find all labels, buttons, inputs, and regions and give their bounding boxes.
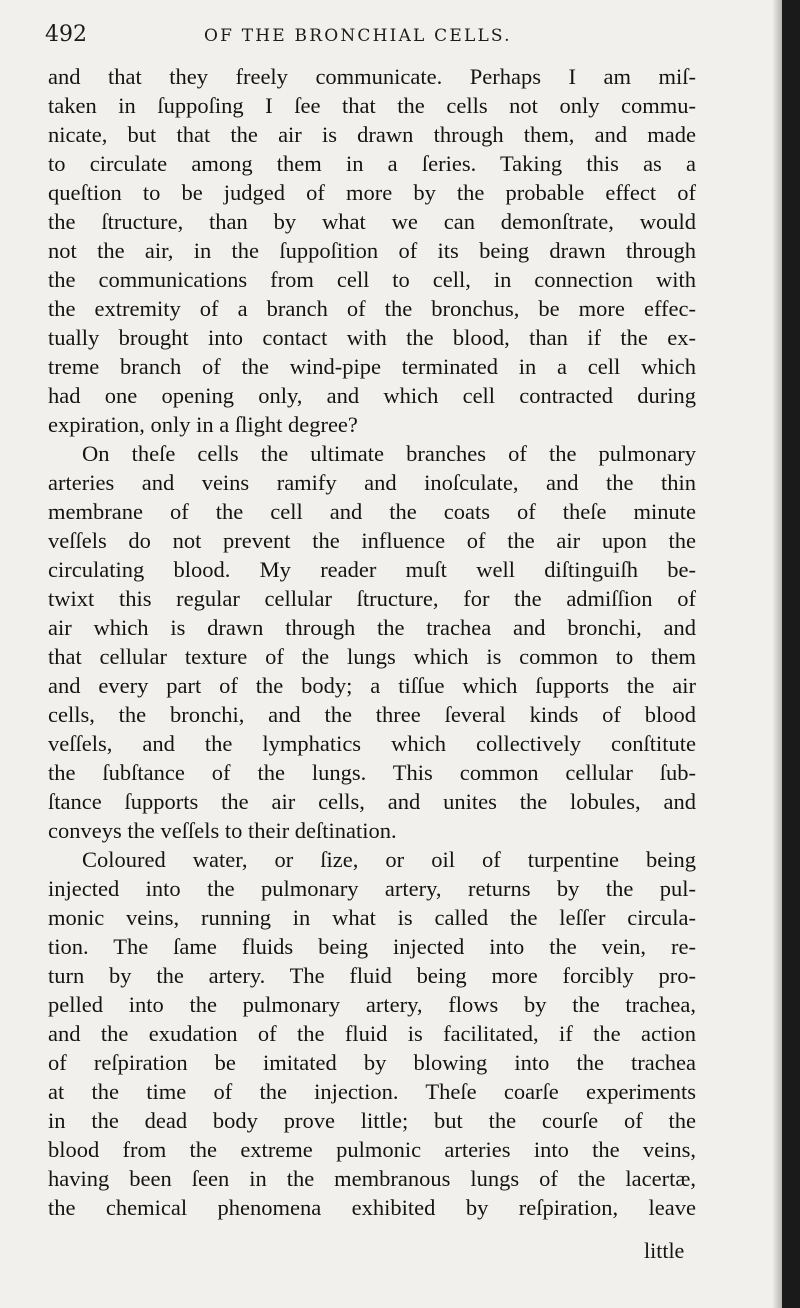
- text-line: turn by the artery. The fluid being more forcibly pro-: [48, 963, 696, 988]
- text-line: the communications from cell to cell, in connection with: [48, 267, 696, 292]
- text-line: not the air, in the ſuppoſition of its being drawn through: [48, 238, 696, 263]
- text-line: blood from the extreme pulmonic arteries into the veins,: [48, 1137, 696, 1162]
- text-line: the ſubſtance of the lungs. This common cellular ſub-: [48, 760, 696, 785]
- text-line: veſſels do not prevent the influence of the air upon the: [48, 528, 696, 553]
- text-line: the chemical phenomena exhibited by reſpiration, leave: [48, 1195, 696, 1220]
- body-text: [48, 62, 696, 1222]
- text-line: that cellular texture of the lungs which is common to them: [48, 644, 696, 669]
- text-line: twixt this regular cellular ſtructure, for the admiſſion of: [48, 586, 696, 611]
- text-line: nicate, but that the air is drawn through them, and made: [48, 122, 696, 147]
- text-line: veſſels, and the lymphatics which collectively conſtitute: [48, 731, 696, 756]
- running-head: OF THE BRONCHIAL CELLS.: [204, 26, 512, 46]
- catchword: little: [644, 1238, 685, 1263]
- text-line: pelled into the pulmonary artery, flows by the trachea,: [48, 992, 696, 1017]
- text-line: arteries and veins ramify and inoſculate, and the thin: [48, 470, 696, 495]
- text-line: and every part of the body; a tiſſue which ſupports the air: [48, 673, 696, 698]
- text-line: treme branch of the wind-pipe terminated in a cell which: [48, 354, 696, 379]
- text-line: queſtion to be judged of more by the probable effect of: [48, 180, 696, 205]
- text-line: conveys the veſſels to their deſtination.: [48, 818, 397, 843]
- text-line: taken in ſuppoſing I ſee that the cells not only commu-: [48, 93, 696, 118]
- text-line: cells, the bronchi, and the three ſeveral kinds of blood: [48, 702, 696, 727]
- text-line: tion. The ſame fluids being injected into the vein, re-: [48, 934, 696, 959]
- text-line: membrane of the cell and the coats of theſe minute: [48, 499, 696, 524]
- text-line: of reſpiration be imitated by blowing into the trachea: [48, 1050, 696, 1075]
- text-line: having been ſeen in the membranous lungs of the lacertæ,: [48, 1166, 696, 1191]
- text-line: injected into the pulmonary artery, returns by the pul-: [48, 876, 696, 901]
- text-line: the ſtructure, than by what we can demonſtrate, would: [48, 209, 696, 234]
- text-line: and that they freely communicate. Perhaps I am miſ-: [48, 64, 696, 89]
- text-line: air which is drawn through the trachea and bronchi, and: [48, 615, 696, 640]
- text-line: had one opening only, and which cell contracted during: [48, 383, 696, 408]
- text-line: at the time of the injection. Theſe coarſe experiments: [48, 1079, 696, 1104]
- text-line: circulating blood. My reader muſt well diſtinguiſh be-: [48, 557, 696, 582]
- text-line: monic veins, running in what is called the leſſer circula-: [48, 905, 696, 930]
- paragraph-start-line: On theſe cells the ultimate branches of the pulmonary: [82, 441, 696, 466]
- text-line: and the exudation of the fluid is facilitated, if the action: [48, 1021, 696, 1046]
- text-line: tually brought into contact with the blood, than if the ex-: [48, 325, 696, 350]
- page-number: 492: [45, 22, 87, 47]
- text-line: the extremity of a branch of the bronchus, be more effec-: [48, 296, 696, 321]
- text-line: expiration, only in a ſlight degree?: [48, 412, 358, 437]
- text-line: to circulate among them in a ſeries. Taking this as a: [48, 151, 696, 176]
- text-line: ſtance ſupports the air cells, and unites the lobules, and: [48, 789, 696, 814]
- paragraph-start-line: Coloured water, or ſize, or oil of turpentine being: [82, 847, 696, 872]
- text-line: in the dead body prove little; but the courſe of the: [48, 1108, 696, 1133]
